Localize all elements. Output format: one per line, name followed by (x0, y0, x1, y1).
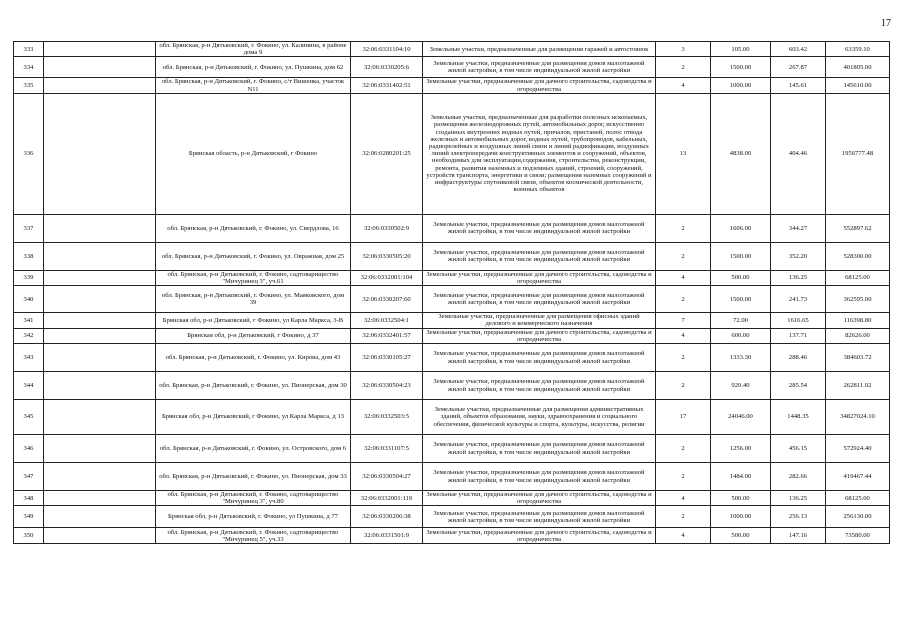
cadastral-value-cell: 145610.00 (826, 78, 890, 93)
row-number-cell: 339 (14, 270, 44, 285)
row-number-cell: 345 (14, 400, 44, 435)
address-cell: обл. Брянская, р-н Дятьковский, г. Фокино, ул. Овражная, дом 25 (156, 242, 351, 270)
land-registry-table (13, 41, 890, 544)
specific-value-cell: 1448.35 (771, 400, 826, 435)
area-cell: 500.00 (711, 528, 771, 544)
cadastral-number-cell: 32:06:0330504:27 (351, 463, 423, 491)
cadastral-value-cell: 528300.00 (826, 242, 890, 270)
table-row (14, 344, 890, 372)
area-cell: 72.00 (711, 313, 771, 328)
table-row (14, 506, 890, 528)
specific-value-cell: 285.54 (771, 372, 826, 400)
use-group-cell: 2 (656, 57, 711, 78)
use-group-cell: 2 (656, 344, 711, 372)
land-use-cell: Земельные участки, предназначенные для размещения домов малоэтажной жилой застройки, в том числе индивидуальной жилой застройки (423, 242, 656, 270)
land-use-cell: Земельные участки, предназначенные для дачного строительства, садоводства и огородничества (423, 270, 656, 285)
use-group-cell: 17 (656, 400, 711, 435)
specific-value-cell: 136.25 (771, 491, 826, 506)
table-row (14, 313, 890, 328)
row-number-cell: 336 (14, 93, 44, 214)
address-cell: обл. Брянская, р-н Дятьковский, г. Фокино, ул. Островского, дом 6 (156, 435, 351, 463)
address-cell: обл. Брянская, р-н Дятьковский, г. Фокино, ул. Кирова, дом 43 (156, 344, 351, 372)
specific-value-cell: 456.15 (771, 435, 826, 463)
use-group-cell: 2 (656, 214, 711, 242)
row-number-cell: 338 (14, 242, 44, 270)
use-group-cell: 4 (656, 491, 711, 506)
row-number-cell: 347 (14, 463, 44, 491)
table-row (14, 42, 890, 57)
specific-value-cell: 147.16 (771, 528, 826, 544)
table-row (14, 286, 890, 313)
area-cell: 500.00 (711, 491, 771, 506)
land-use-cell: Земельные участки, предназначенные для размещения административных зданий, объектов образования, науки, здравоохранения и социального обеспечения, физической культуры и спорта, культуры, искусства, религии (423, 400, 656, 435)
table-row (14, 435, 890, 463)
empty-cell (44, 491, 156, 506)
cadastral-number-cell: 32:06:0330205:6 (351, 57, 423, 78)
row-number-cell: 350 (14, 528, 44, 544)
specific-value-cell: 404.46 (771, 93, 826, 214)
address-cell: обл. Брянская, р-н Дятьковский, г. Фокино, ул. Свердлова, 16 (156, 214, 351, 242)
empty-cell (44, 463, 156, 491)
area-cell: 500.00 (711, 270, 771, 285)
empty-cell (44, 435, 156, 463)
table-row (14, 528, 890, 544)
cadastral-number-cell: 32:06:0331107:5 (351, 435, 423, 463)
empty-cell (44, 242, 156, 270)
table-row (14, 78, 890, 93)
use-group-cell: 2 (656, 242, 711, 270)
cadastral-value-cell: 1956777.48 (826, 93, 890, 214)
cadastral-value-cell: 68125.00 (826, 491, 890, 506)
cadastral-number-cell: 32:06:0331104:10 (351, 42, 423, 57)
area-cell: 1000.00 (711, 506, 771, 528)
cadastral-value-cell: 384603.72 (826, 344, 890, 372)
row-number-cell: 343 (14, 344, 44, 372)
row-number-cell: 341 (14, 313, 44, 328)
use-group-cell: 3 (656, 42, 711, 57)
table-row (14, 93, 890, 214)
empty-cell (44, 214, 156, 242)
cadastral-number-cell: 32:06:0331501:9 (351, 528, 423, 544)
land-use-cell: Земельные участки, предназначенные для размещения домов малоэтажной жилой застройки, в том числе индивидуальной жилой застройки (423, 214, 656, 242)
row-number-cell: 340 (14, 286, 44, 313)
area-cell: 920.40 (711, 372, 771, 400)
cadastral-number-cell: 32:06:0332401:57 (351, 328, 423, 343)
specific-value-cell: 267.87 (771, 57, 826, 78)
empty-cell (44, 93, 156, 214)
specific-value-cell: 145.61 (771, 78, 826, 93)
cadastral-number-cell: 32:06:0280201:25 (351, 93, 423, 214)
table-row (14, 270, 890, 285)
area-cell: 1484.00 (711, 463, 771, 491)
row-number-cell: 333 (14, 42, 44, 57)
row-number-cell: 349 (14, 506, 44, 528)
table-row (14, 214, 890, 242)
page-number: 17 (881, 18, 891, 29)
row-number-cell: 335 (14, 78, 44, 93)
specific-value-cell: 136.25 (771, 270, 826, 285)
address-cell: обл. Брянская, р-н Дятьковский, г. Фокино, ул. Пионерская, дом 33 (156, 463, 351, 491)
cadastral-number-cell: 32:06:0330504:23 (351, 372, 423, 400)
address-cell: Брянская обл, р-н Дятьковский, г Фокино, ул Карла Маркса, 3-В (156, 313, 351, 328)
empty-cell (44, 313, 156, 328)
table-row (14, 400, 890, 435)
cadastral-number-cell: 32:06:0331402:51 (351, 78, 423, 93)
specific-value-cell: 352.20 (771, 242, 826, 270)
specific-value-cell: 241.73 (771, 286, 826, 313)
land-use-cell: Земельные участки, предназначенные для размещения домов малоэтажной жилой застройки, в том числе индивидуальной жилой застройки (423, 286, 656, 313)
area-cell: 1500.00 (711, 242, 771, 270)
specific-value-cell: 137.71 (771, 328, 826, 343)
land-use-cell: Земельные участки, предназначенные для размещения домов малоэтажной жилой застройки, в том числе индивидуальной жилой застройки (423, 57, 656, 78)
cadastral-number-cell: 32:06:0332503:5 (351, 400, 423, 435)
land-use-cell: Земельные участки, предназначенные для разработки полезных ископаемых, размещения железнодорожных путей, автомобильных дорог, искусственно созданных внутренних водных путей, причалов, пристаней, полос отвода железных и автомобильных дорог, водных путей, трубопроводов, кабельных, радиорелейных и воздушных линий связи и линий радиофикации, воздушных линий электропередачи конструктивных элементов и сооружений, объектов, необходимых для эксплуатации,содержания, строительства, реконструкции, ремонта, развития наземных и подземных зданий, строений, сооружений, устройств транспорта, энергетики и связи; размещения наземных сооружений и инфраструктуры спутниковой связи, объектов космической деятельности, военных объектов (423, 93, 656, 214)
address-cell: обл. Брянская, р-н Дятьковский, г. Фокино, садтоварищество "Мичуринец 3", уч.61 (156, 270, 351, 285)
table-row (14, 372, 890, 400)
use-group-cell: 2 (656, 435, 711, 463)
cadastral-number-cell: 32:06:0330105:27 (351, 344, 423, 372)
table-row (14, 328, 890, 343)
land-use-cell: Земельные участки, предназначенные для размещения домов малоэтажной жилой застройки, в том числе индивидуальной жилой застройки (423, 435, 656, 463)
area-cell: 600.00 (711, 328, 771, 343)
cadastral-value-cell: 572924.40 (826, 435, 890, 463)
use-group-cell: 4 (656, 328, 711, 343)
empty-cell (44, 57, 156, 78)
cadastral-value-cell: 116398.80 (826, 313, 890, 328)
use-group-cell: 2 (656, 463, 711, 491)
cadastral-value-cell: 401805.00 (826, 57, 890, 78)
area-cell: 24046.00 (711, 400, 771, 435)
land-use-cell: Земельные участки, предназначенные для размещения домов малоэтажной жилой застройки, в том числе индивидуальной жилой застройки (423, 372, 656, 400)
cadastral-number-cell: 32:06:0332504:1 (351, 313, 423, 328)
address-cell: обл. Брянская, р-н Дятьковский, г. Фокино, ул. Калинина, в районе дома 9 (156, 42, 351, 57)
table-row (14, 242, 890, 270)
empty-cell (44, 42, 156, 57)
row-number-cell: 337 (14, 214, 44, 242)
empty-cell (44, 506, 156, 528)
cadastral-value-cell: 256130.00 (826, 506, 890, 528)
use-group-cell: 13 (656, 93, 711, 214)
address-cell: Брянская обл, р-н Дятьковский, г. Фокино, ул Пушкина, д 77 (156, 506, 351, 528)
cadastral-value-cell: 73580.00 (826, 528, 890, 544)
land-use-cell: Земельные участки, предназначенные для дачного строительства, садоводства и огородничества (423, 78, 656, 93)
land-use-cell: Земельные участки, предназначенные для размещения офисных зданий делового и коммерческого назначения (423, 313, 656, 328)
specific-value-cell: 344.27 (771, 214, 826, 242)
specific-value-cell: 603.42 (771, 42, 826, 57)
cadastral-number-cell: 32:06:0330207:60 (351, 286, 423, 313)
use-group-cell: 4 (656, 528, 711, 544)
cadastral-number-cell: 32:06:0332001:119 (351, 491, 423, 506)
empty-cell (44, 328, 156, 343)
cadastral-value-cell: 63359.10 (826, 42, 890, 57)
row-number-cell: 334 (14, 57, 44, 78)
area-cell: 1000.00 (711, 78, 771, 93)
land-use-cell: Земельные участки, предназначенные для размещения домов малоэтажной жилой застройки, в том числе индивидуальной жилой застройки (423, 463, 656, 491)
cadastral-value-cell: 34827024.10 (826, 400, 890, 435)
address-cell: обл. Брянская, р-н Дятьковский, г. Фокино, с/т Вишенка, участок N11 (156, 78, 351, 93)
empty-cell (44, 400, 156, 435)
empty-cell (44, 286, 156, 313)
area-cell: 1333.30 (711, 344, 771, 372)
address-cell: обл. Брянская, р-н Дятьковский, г. Фокино, ул. Маяковского, дом 39 (156, 286, 351, 313)
cadastral-number-cell: 32:06:0330502:9 (351, 214, 423, 242)
cadastral-value-cell: 68125.00 (826, 270, 890, 285)
area-cell: 1500.00 (711, 57, 771, 78)
specific-value-cell: 288.46 (771, 344, 826, 372)
cadastral-value-cell: 552897.62 (826, 214, 890, 242)
address-cell: обл. Брянская, р-н Дятьковский, г. Фокино, садтоварищество "Мичуринец 3", уч.80 (156, 491, 351, 506)
land-use-cell: Земельные участки, предназначенные для размещения домов малоэтажной жилой застройки, в том числе индивидуальной жилой застройки (423, 344, 656, 372)
cadastral-value-cell: 362595.00 (826, 286, 890, 313)
cadastral-number-cell: 32:06:0332001:104 (351, 270, 423, 285)
address-cell: обл. Брянская, р-н Дятьковский, г. Фокино, садтоварищество "Мичуринец 5", уч.33 (156, 528, 351, 544)
land-use-cell: Земельные участки, предназначенные для дачного строительства, садоводства и огородничества (423, 528, 656, 544)
use-group-cell: 7 (656, 313, 711, 328)
cadastral-number-cell: 32:06:0330206:38 (351, 506, 423, 528)
address-cell: обл. Брянская, р-н Дятьковский, г. Фокино, ул. Пушкина, дом 62 (156, 57, 351, 78)
land-use-cell: Земельные участки, предназначенные для дачного строительства, садоводства и огородничества (423, 491, 656, 506)
empty-cell (44, 78, 156, 93)
use-group-cell: 2 (656, 372, 711, 400)
cadastral-value-cell: 419467.44 (826, 463, 890, 491)
address-cell: Брянская область, р-н Дятьковский, г Фокино (156, 93, 351, 214)
use-group-cell: 4 (656, 270, 711, 285)
specific-value-cell: 256.13 (771, 506, 826, 528)
land-use-cell: Земельные участки, предназначенные для дачного строительства, садоводства и огородничества (423, 328, 656, 343)
use-group-cell: 4 (656, 78, 711, 93)
address-cell: Брянская обл, р-н Дятьковский, г Фокино, ул Карла Маркса, д 13 (156, 400, 351, 435)
row-number-cell: 348 (14, 491, 44, 506)
cadastral-number-cell: 32:06:0330505:20 (351, 242, 423, 270)
table-row (14, 491, 890, 506)
address-cell: Брянская обл, р-н Дятьковский, г Фокино, д 37 (156, 328, 351, 343)
area-cell: 1606.00 (711, 214, 771, 242)
land-use-cell: Земельные участки, предназначенные для размещения домов малоэтажной жилой застройки, в том числе индивидуальной жилой застройки (423, 506, 656, 528)
empty-cell (44, 372, 156, 400)
cadastral-value-cell: 82626.00 (826, 328, 890, 343)
area-cell: 4838.00 (711, 93, 771, 214)
use-group-cell: 2 (656, 506, 711, 528)
row-number-cell: 342 (14, 328, 44, 343)
area-cell: 1500.00 (711, 286, 771, 313)
land-use-cell: Земельные участки, предназначенные для размещения гаражей и автостоянок (423, 42, 656, 57)
table-row (14, 463, 890, 491)
address-cell: обл. Брянская, р-н Дятьковский, г. Фокино, ул. Пионерская, дом 30 (156, 372, 351, 400)
table-row (14, 57, 890, 78)
cadastral-value-cell: 262811.02 (826, 372, 890, 400)
use-group-cell: 2 (656, 286, 711, 313)
specific-value-cell: 1616.65 (771, 313, 826, 328)
area-cell: 105.00 (711, 42, 771, 57)
row-number-cell: 346 (14, 435, 44, 463)
area-cell: 1256.00 (711, 435, 771, 463)
specific-value-cell: 282.66 (771, 463, 826, 491)
empty-cell (44, 344, 156, 372)
row-number-cell: 344 (14, 372, 44, 400)
empty-cell (44, 528, 156, 544)
empty-cell (44, 270, 156, 285)
